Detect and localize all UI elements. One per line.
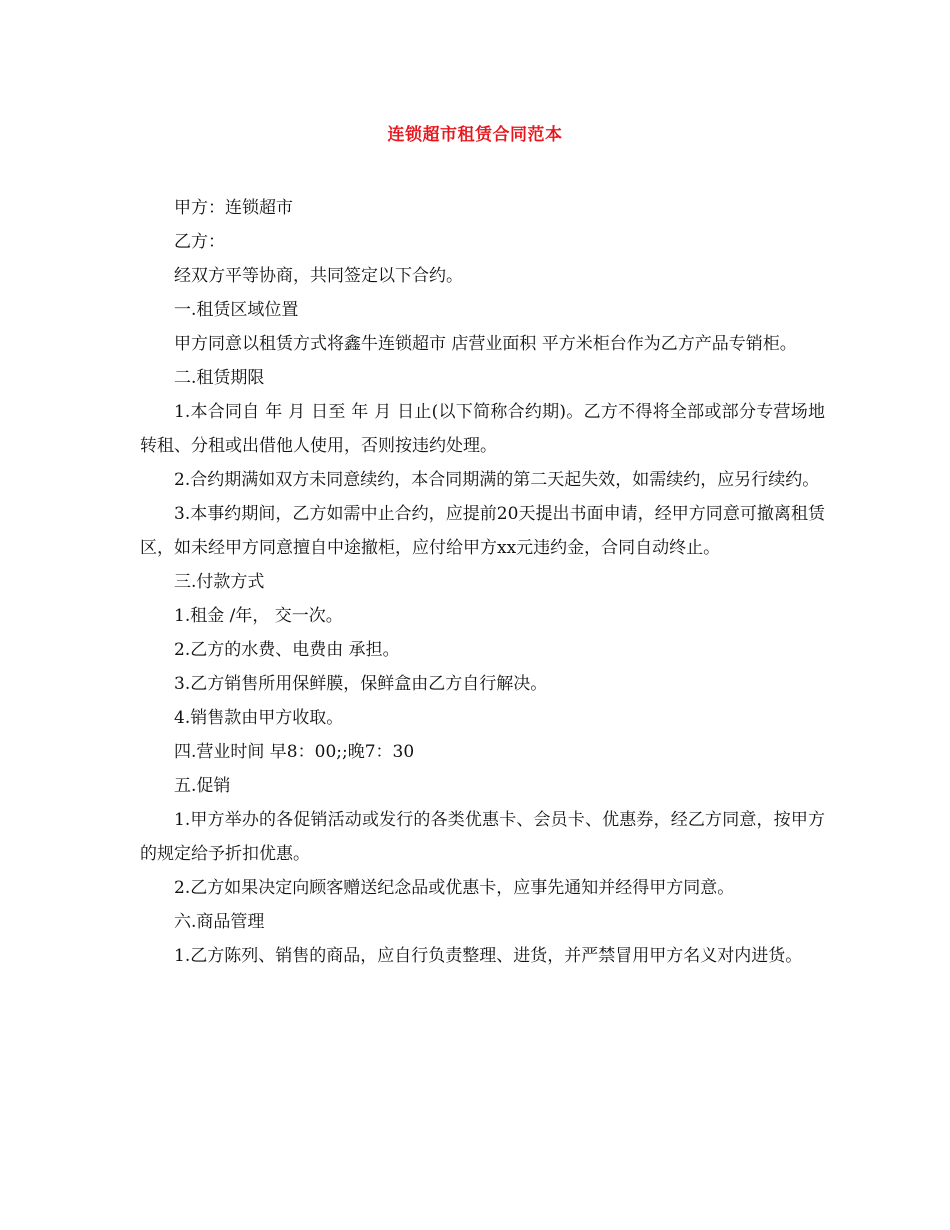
clause-3-3: 3.乙方销售所用保鲜膜，保鲜盒由乙方自行解决。 xyxy=(174,674,548,694)
clause-6-1: 1.乙方陈列、销售的商品，应自行负责整理、进货，并严禁冒用甲方名义对内进货。 xyxy=(174,946,803,966)
agreement-intro: 经双方平等协商，共同签定以下合约。 xyxy=(174,266,463,286)
section-heading-2: 二.租赁期限 xyxy=(174,368,265,388)
clause-2-2: 2.合约期满如双方未同意续约，本合同期满的第二天起失效，如需续约，应另行续约。 xyxy=(174,470,820,490)
section-heading-3: 三.付款方式 xyxy=(174,572,265,592)
section-heading-6: 六.商品管理 xyxy=(174,912,265,932)
document-body xyxy=(140,191,825,973)
party-b-line: 乙方： xyxy=(174,232,225,252)
section-heading-5: 五.促销 xyxy=(174,776,231,796)
clause-3-4: 4.销售款由甲方收取。 xyxy=(174,708,344,728)
section-1-text: 甲方同意以租赁方式将鑫牛连锁超市 店营业面积 平方米柜台作为乙方产品专销柜。 xyxy=(174,334,797,354)
party-a-line: 甲方：连锁超市 xyxy=(174,198,293,218)
clause-2-1: 1.本合同自 年 月 日至 年 月 日止(以下简称合约期)。乙方不得将全部或部分专营场地转租、分租或出借他人使用，否则按违约处理。 xyxy=(140,402,825,456)
clause-5-1: 1.甲方举办的各促销活动或发行的各类优惠卡、会员卡、优惠券，经乙方同意，按甲方的规定给予折扣优惠。 xyxy=(140,810,825,864)
clause-3-1: 1.租金 /年， 交一次。 xyxy=(174,606,343,626)
section-heading-1: 一.租赁区域位置 xyxy=(174,300,299,320)
clause-5-2: 2.乙方如果决定向顾客赠送纪念品或优惠卡，应事先通知并经得甲方同意。 xyxy=(174,878,735,898)
clause-2-3: 3.本事约期间，乙方如需中止合约，应提前20天提出书面申请，经甲方同意可撤离租赁区，如未经甲方同意擅自中途撤柜，应付给甲方xx元违约金，合同自动终止。 xyxy=(140,504,825,558)
clause-3-2: 2.乙方的水费、电费由 承担。 xyxy=(174,640,400,660)
section-heading-4: 四.营业时间 早8：00;;晚7：30 xyxy=(174,742,415,762)
document-title: 连锁超市租赁合同范本 xyxy=(387,125,563,145)
